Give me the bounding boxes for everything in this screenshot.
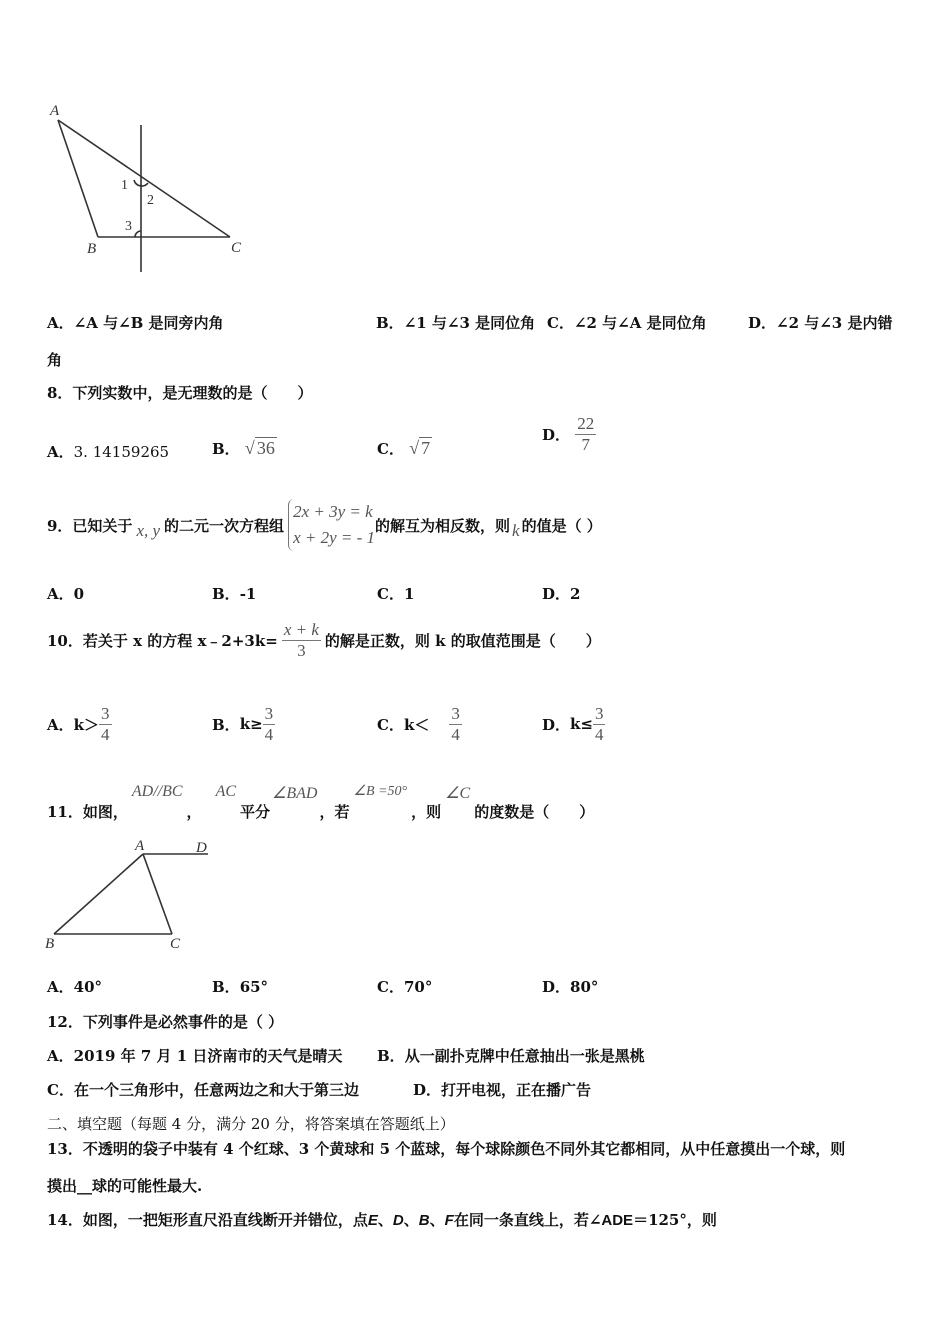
q10-prefix: 10．若关于 x 的方程 x﹣2+3k= [47, 631, 278, 650]
option-text: ∠2 与∠A 是同位角 [573, 314, 707, 332]
q8-option-a[interactable] [47, 441, 169, 462]
q11-m4: ∠B =50° [353, 784, 408, 799]
option-letter: D． [748, 314, 777, 332]
segment-ac [58, 120, 230, 237]
angle-3-arc [135, 231, 141, 237]
q7-option-d-continuation: 角 [47, 351, 63, 369]
numerator: x + k [283, 619, 319, 639]
q7-option-a[interactable] [47, 312, 224, 333]
q9-prefix: 9．已知关于 [47, 516, 133, 535]
option-letter: A． [47, 443, 74, 461]
option-letter: B． [212, 440, 240, 458]
option-letter: C． [547, 314, 574, 332]
q7-option-b[interactable] [376, 312, 535, 333]
radicand: 7 [421, 438, 431, 458]
q11-m1: AD//BC [131, 783, 183, 800]
angle-name: ADE [601, 1212, 634, 1229]
q12-option-c[interactable]: C．在一个三角形中，任意两边之和大于第三边 [47, 1081, 359, 1099]
point-d: D [392, 1212, 404, 1229]
fraction: $\frac{3}{4}$ [101, 703, 110, 744]
q7-option-c[interactable] [547, 312, 707, 333]
q10-option-b[interactable]: B． k≥ $\frac{3}{4}$ [212, 703, 274, 744]
q9-stem [47, 497, 602, 553]
q9-k: k [512, 521, 520, 540]
q12-option-d[interactable]: D．打开电视，正在播广告 [413, 1081, 592, 1099]
option-letter: A． [47, 314, 74, 332]
q11-figure [40, 830, 220, 955]
q10-suffix: 的解是正数，则 k 的取值范围是（ ） [324, 631, 601, 650]
q11-option-b[interactable]: B．65° [212, 978, 269, 996]
q10-option-d[interactable]: D． k≤ $\frac{3}{4}$ [542, 703, 604, 744]
q12-stem: 12．下列事件是必然事件的是（ ） [47, 1013, 284, 1031]
q11-m5: ∠C [445, 785, 471, 802]
denominator: 3 [297, 640, 306, 660]
q7-label-c: C [231, 240, 242, 256]
q14-prefix: 14．如图，一把矩形直尺沿直线断开并错位，点 [47, 1211, 368, 1229]
q10-option-a[interactable]: A． k＞ $\frac{3}{4}$ [47, 703, 110, 744]
q11-label-c: C [170, 936, 181, 952]
q11-m3: ∠BAD [272, 785, 318, 802]
option-text: ∠2 与∠3 是内错 [776, 314, 893, 332]
q14-end: ＝125°，则 [633, 1211, 717, 1229]
q13-line-2: 摸出__球的可能性最大. [47, 1177, 203, 1195]
q9-mid: 的二元一次方程组 [164, 516, 285, 535]
radicand: 36 [256, 438, 275, 458]
q12-option-a[interactable]: A．2019 年 7 月 1 日济南市的天气是晴天 [47, 1047, 343, 1065]
q7-label-1: 1 [121, 178, 128, 193]
q7-label-2: 2 [147, 193, 154, 208]
equation-system [288, 499, 375, 551]
option-letter: D． [542, 426, 571, 444]
q11-option-d[interactable]: D．80° [542, 978, 599, 996]
numerator: 22 [577, 414, 595, 433]
q13-line-1: 13．不透明的袋子中装有 4 个红球、3 个黄球和 5 个蓝球，每个球除颜色不同外其它都相同，从中任意摸出一个球，则 [47, 1140, 846, 1158]
segment-ab [54, 854, 143, 934]
q7-label-3: 3 [125, 219, 132, 234]
segment-ac [143, 854, 172, 934]
point-e: E [367, 1212, 378, 1229]
fraction [575, 414, 596, 455]
q8-option-d[interactable] [542, 414, 596, 455]
q9-option-d[interactable]: D．2 [542, 585, 581, 603]
q11-label-a: A [135, 838, 145, 854]
q8-option-c[interactable] [377, 438, 432, 459]
q7-option-d[interactable] [748, 312, 892, 333]
fraction: $\frac{3}{4}$ [264, 703, 274, 744]
sqrt-expression: √ 7 [409, 438, 431, 458]
point-b: B [418, 1212, 430, 1229]
q11-option-c[interactable]: C．70° [377, 978, 433, 996]
fraction: $\frac{3}{4}$ [594, 703, 604, 744]
q11-option-a[interactable]: A．40° [47, 978, 103, 996]
option-letter: B． [376, 314, 404, 332]
q9-option-b[interactable]: B．-1 [212, 585, 257, 603]
q10-option-c[interactable]: C． k＜ $\frac{3}{4}$ [377, 703, 460, 744]
denominator: 7 [581, 435, 590, 454]
option-text: ∠1 与∠3 是同位角 [403, 314, 536, 332]
option-text: ∠A 与∠B 是同旁内角 [73, 314, 224, 332]
q14-mid: 在同一条直线上，若∠ [453, 1211, 602, 1229]
q11-stem: 11．如图， AD//BC ， AC 平分 ∠BAD ，若 ∠B =50° ，则 ∠C 的度数是（ ） [47, 783, 595, 821]
option-letter: C． [377, 440, 404, 458]
q9-option-a[interactable]: A．0 [47, 585, 85, 603]
equation-2: x + 2y = - 1 [293, 528, 376, 547]
sqrt-expression: √ 36 [244, 438, 275, 458]
q9-vars: x, y [136, 521, 161, 540]
q12-option-b[interactable]: B．从一副扑克牌中任意抽出一张是黑桃 [377, 1047, 645, 1065]
q11-prefix: 11．如图， [47, 803, 128, 821]
equation-1: 2x + 3y = k [293, 502, 373, 521]
option-text: 3. 14159265 [73, 443, 170, 461]
segment-ab [58, 120, 98, 237]
q9-end: 的值是（ ） [521, 516, 602, 535]
q14-stem: 14．如图，一把矩形直尺沿直线断开并错位，点E、D、B、F在同一条直线上，若∠ADE＝125°，则 [47, 1211, 717, 1229]
fraction: $\frac{3}{4}$ [451, 703, 460, 744]
q8-stem: 8．下列实数中，是无理数的是（ ） [47, 384, 313, 402]
q7-label-a: A [50, 103, 60, 119]
q7-label-b: B [87, 241, 97, 257]
fraction [282, 620, 321, 661]
q8-option-b[interactable] [212, 438, 277, 459]
q7-figure [40, 95, 260, 280]
q11-label-b: B [45, 936, 55, 952]
q11-m2: AC [215, 783, 237, 800]
q11-label-d: D [196, 840, 207, 856]
q9-option-c[interactable]: C．1 [377, 585, 415, 603]
q10-stem [47, 614, 601, 666]
section-2-title: 二、填空题（每题 4 分，满分 20 分，将答案填在答题纸上） [47, 1115, 455, 1133]
q9-suffix: 的解互为相反数，则 [375, 516, 511, 535]
point-f: F [444, 1212, 454, 1229]
